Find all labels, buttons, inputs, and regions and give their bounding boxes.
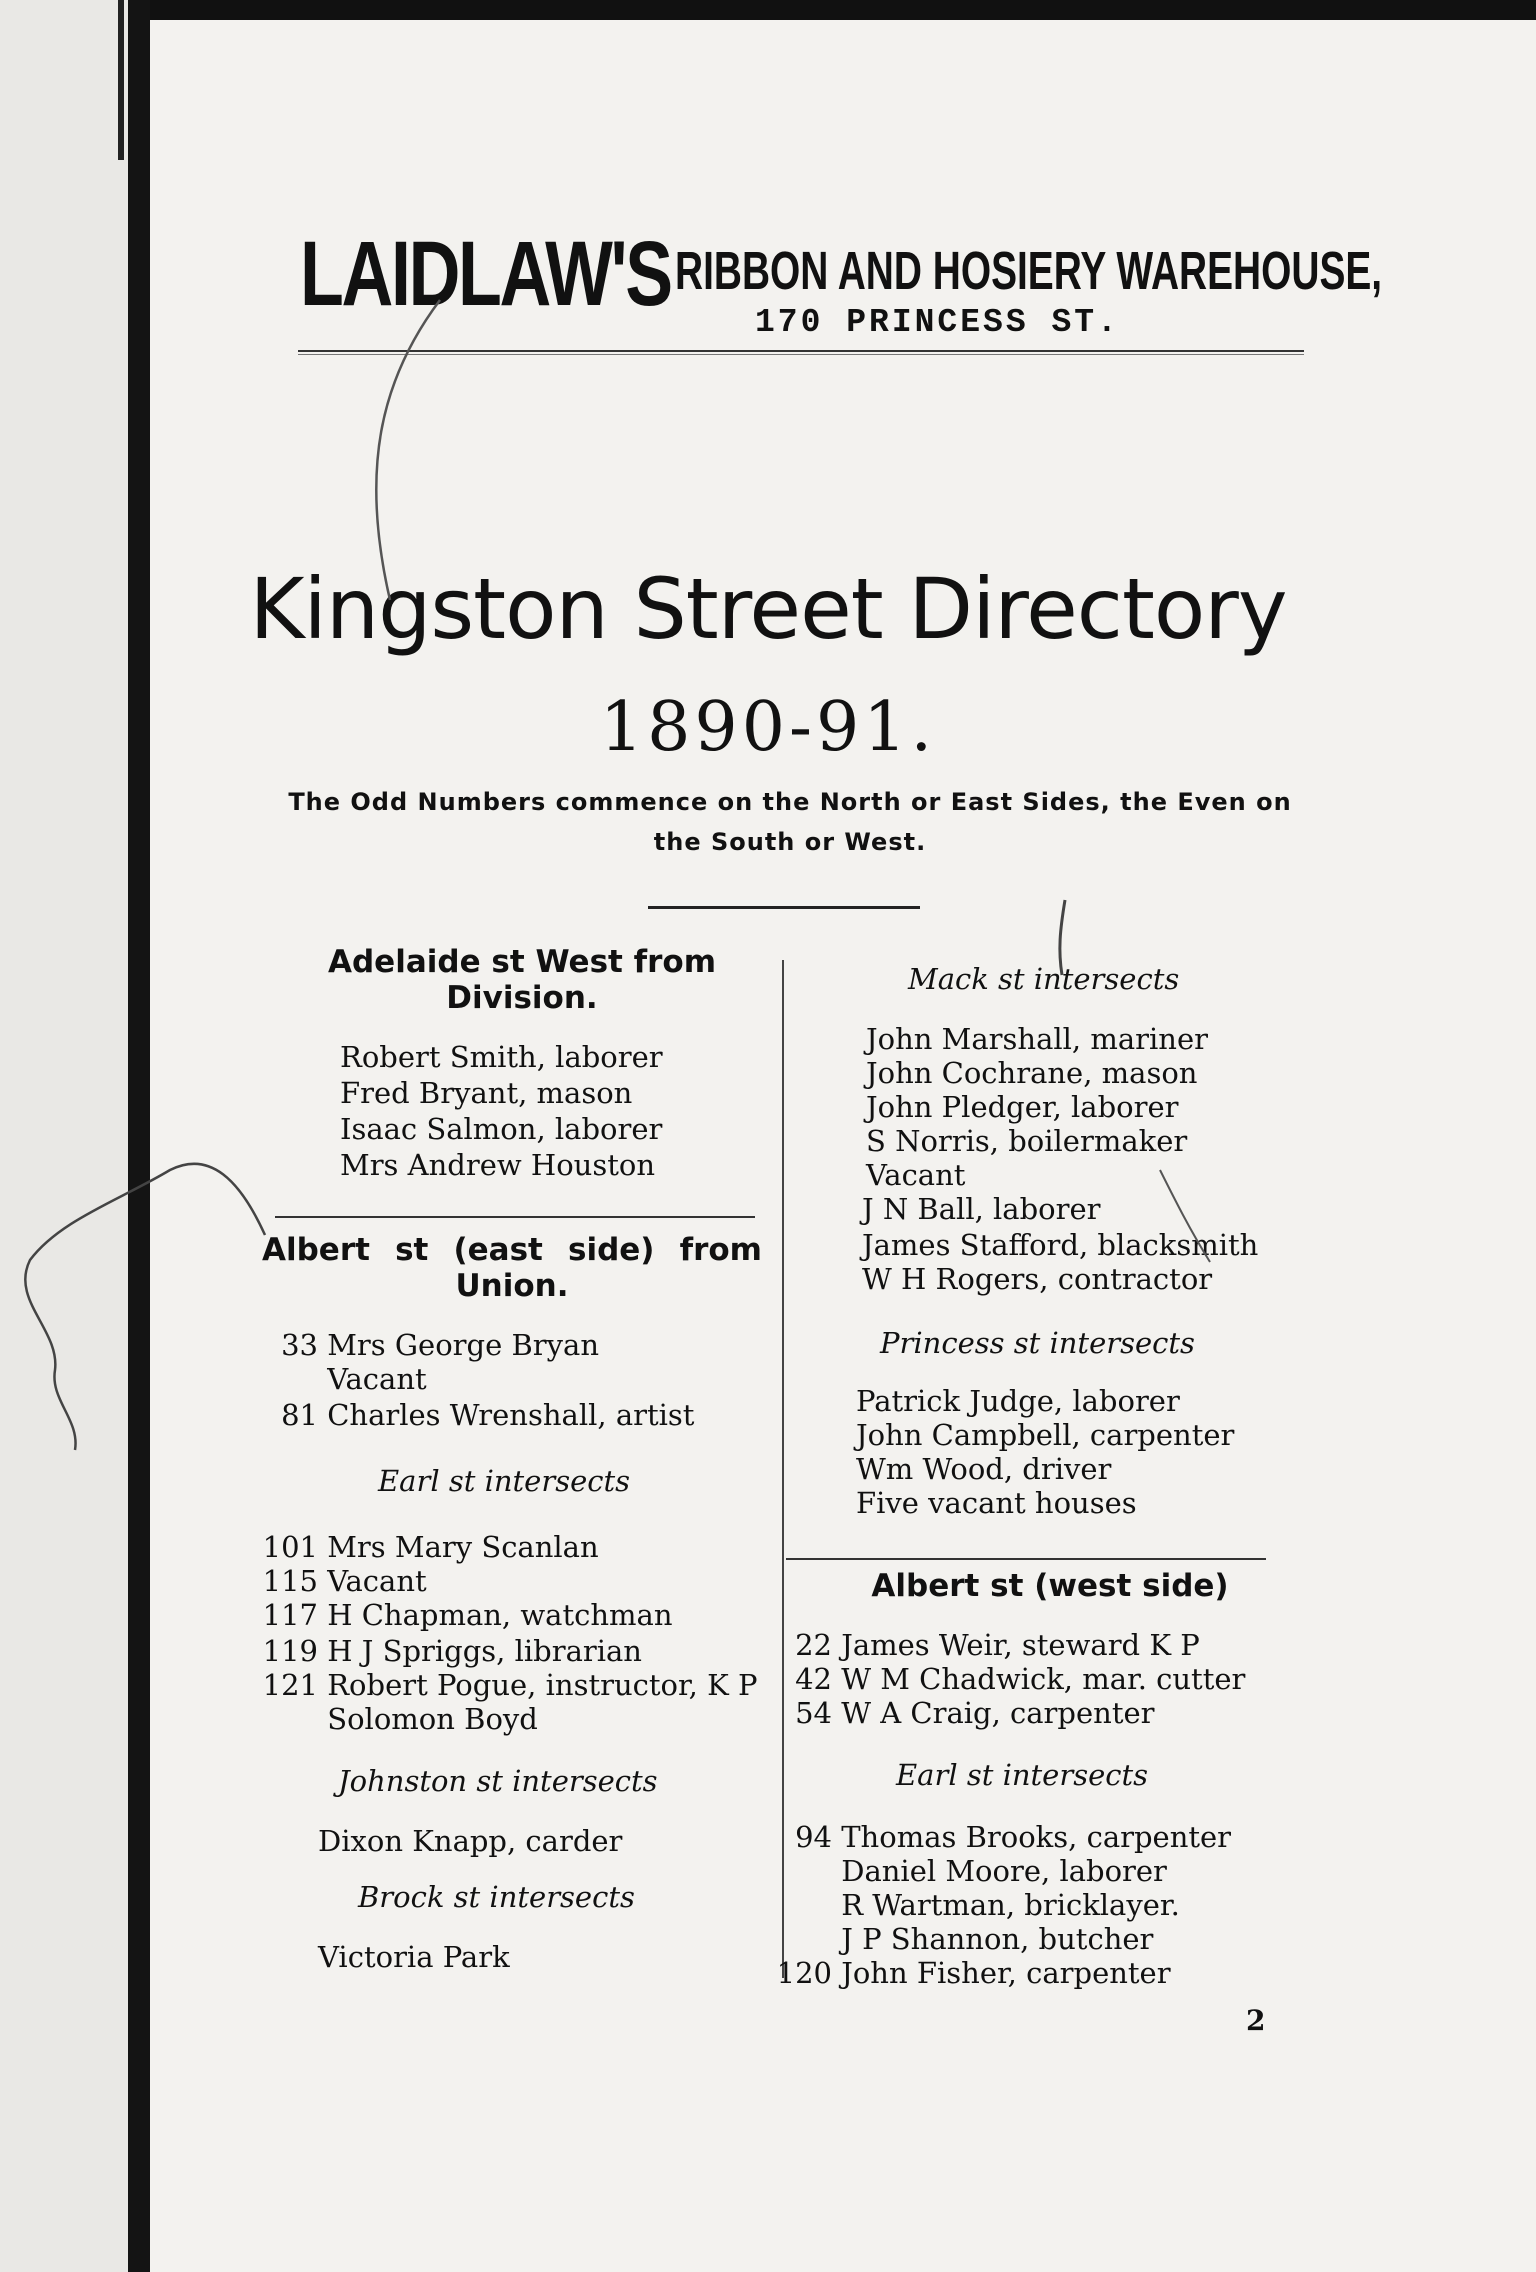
table-row <box>770 1854 1167 1888</box>
resident-name: Vacant <box>327 1564 427 1598</box>
resident-name: H J Spriggs, librarian <box>327 1634 642 1668</box>
intersection-label: Brock st intersects <box>358 1880 635 1914</box>
table-row <box>790 1662 1245 1696</box>
list-item: J N Ball, laborer <box>862 1192 1101 1226</box>
list-item: John Campbell, carpenter <box>856 1418 1235 1452</box>
resident-name: J P Shannon, butcher <box>841 1922 1154 1956</box>
house-number: 81 <box>281 1398 318 1432</box>
table-row <box>250 1598 673 1632</box>
ad-store-name: LAIDLAW'S <box>300 223 671 325</box>
list-item: James Stafford, blacksmith <box>862 1228 1259 1262</box>
house-number: 22 <box>795 1628 832 1662</box>
house-number: 54 <box>795 1696 832 1730</box>
resident-name: James Weir, steward K P <box>841 1628 1200 1662</box>
resident-name: Thomas Brooks, carpenter <box>841 1820 1232 1854</box>
list-item: Victoria Park <box>318 1940 510 1974</box>
list-item: John Pledger, laborer <box>866 1090 1179 1124</box>
resident-name: H Chapman, watchman <box>327 1598 673 1632</box>
table-row <box>250 1702 538 1736</box>
table-row <box>250 1564 427 1598</box>
table-row <box>270 1328 599 1362</box>
list-item: Patrick Judge, laborer <box>856 1384 1180 1418</box>
resident-name: Daniel Moore, laborer <box>841 1854 1167 1888</box>
house-number: 117 <box>262 1598 318 1632</box>
house-number: 33 <box>281 1328 318 1362</box>
house-number: 121 <box>262 1668 318 1702</box>
list-item: John Marshall, mariner <box>866 1022 1208 1056</box>
house-number: 119 <box>262 1634 318 1668</box>
table-row <box>770 1888 1180 1922</box>
table-row <box>770 1956 1171 1990</box>
title-divider <box>648 906 920 909</box>
table-row <box>770 1922 1153 1956</box>
resident-name: Vacant <box>327 1362 427 1396</box>
list-item: Vacant <box>866 1158 966 1192</box>
house-number: 42 <box>795 1662 832 1696</box>
section-rule <box>275 1216 755 1218</box>
house-number: 120 <box>776 1956 832 1990</box>
page-number: 2 <box>1246 2004 1266 2037</box>
list-item: Robert Smith, laborer <box>340 1040 663 1074</box>
section-heading-albert-east: Albert st (east side) from Union. <box>262 1232 762 1304</box>
header-advertisement <box>300 223 1383 368</box>
table-row <box>250 1634 642 1668</box>
table-row <box>270 1362 427 1396</box>
table-row <box>270 1398 694 1432</box>
list-item: Isaac Salmon, laborer <box>340 1112 663 1146</box>
list-item: W H Rogers, contractor <box>862 1262 1213 1296</box>
list-item: S Norris, boilermaker <box>866 1124 1188 1158</box>
table-row <box>250 1668 758 1702</box>
page-title: Kingston Street Directory <box>249 560 1287 658</box>
header-rule-thin <box>298 354 1304 355</box>
header-rule <box>298 350 1304 352</box>
resident-name: W A Craig, carpenter <box>841 1696 1155 1730</box>
resident-name: Mrs George Bryan <box>327 1328 599 1362</box>
house-number: 94 <box>795 1820 832 1854</box>
list-item: Mrs Andrew Houston <box>340 1148 656 1182</box>
intersection-label: Earl st intersects <box>378 1464 631 1498</box>
scan-top-border <box>0 0 1536 20</box>
intersection-label: Johnston st intersects <box>338 1764 658 1798</box>
resident-name: Charles Wrenshall, artist <box>327 1398 695 1432</box>
resident-name: R Wartman, bricklayer. <box>841 1888 1180 1922</box>
book-spine <box>128 0 150 2272</box>
section-heading-adelaide: Adelaide st West from Division. <box>328 944 716 1016</box>
house-number: 101 <box>262 1530 318 1564</box>
resident-name: John Fisher, carpenter <box>841 1956 1171 1990</box>
ad-tagline: RIBBON AND HOSIERY WAREHOUSE, <box>675 241 1383 301</box>
section-heading-albert-west: Albert st (west side) <box>871 1568 1229 1604</box>
list-item: John Cochrane, mason <box>866 1056 1198 1090</box>
resident-name: W M Chadwick, mar. cutter <box>841 1662 1246 1696</box>
intersection-label: Princess st intersects <box>880 1326 1195 1360</box>
list-item: Wm Wood, driver <box>856 1452 1112 1486</box>
list-item: Fred Bryant, mason <box>340 1076 633 1110</box>
list-item: Dixon Knapp, carder <box>318 1824 623 1858</box>
spine-shadow <box>118 0 124 160</box>
directory-year: 1890-91. <box>599 688 937 767</box>
intersection-label: Mack st intersects <box>908 962 1180 996</box>
resident-name: Mrs Mary Scanlan <box>327 1530 599 1564</box>
numbering-note: The Odd Numbers commence on the North or East Sides, the Even on the South or West. <box>288 788 1292 856</box>
resident-name: Solomon Boyd <box>327 1702 538 1736</box>
list-item: Five vacant houses <box>856 1486 1137 1520</box>
section-rule <box>786 1558 1266 1560</box>
table-row <box>790 1628 1200 1662</box>
ad-address: 170 PRINCESS ST. <box>755 304 1120 341</box>
resident-name: Robert Pogue, instructor, K P <box>327 1668 758 1702</box>
table-row <box>790 1696 1155 1730</box>
table-row <box>250 1530 599 1564</box>
table-row <box>770 1820 1231 1854</box>
intersection-label: Earl st intersects <box>896 1758 1149 1792</box>
house-number: 115 <box>262 1564 318 1598</box>
